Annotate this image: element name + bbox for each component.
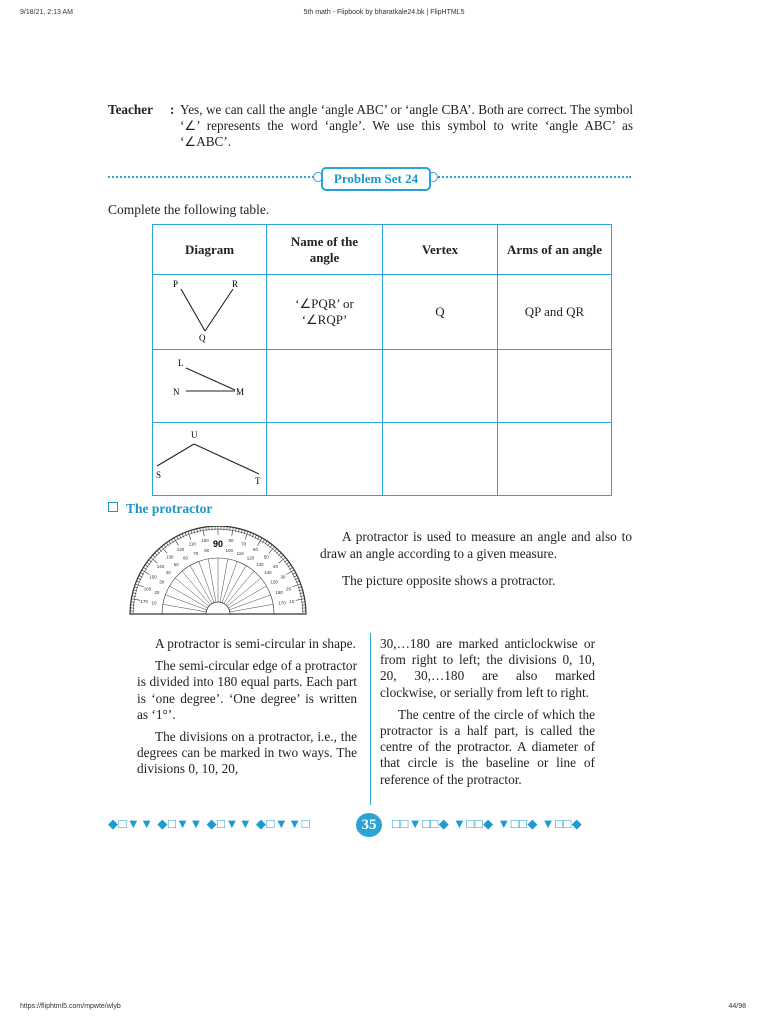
- svg-text:50: 50: [263, 554, 269, 560]
- table-row: [153, 423, 612, 496]
- point-label: T: [255, 476, 261, 486]
- column-divider: [370, 633, 371, 805]
- point-label: S: [156, 470, 162, 480]
- section-title: The protractor: [126, 501, 213, 516]
- cell-arms: QP and QR: [498, 275, 612, 350]
- angle-sut-diagram: [153, 423, 266, 491]
- page-number: 35: [356, 813, 382, 837]
- speaker-label: Teacher: [108, 102, 153, 117]
- point-label: N: [173, 387, 180, 397]
- speaker-colon: :: [170, 102, 175, 117]
- diagram-pqr: [153, 275, 267, 350]
- point-label: U: [191, 430, 198, 440]
- svg-text:70: 70: [193, 550, 199, 556]
- instruction: Complete the following table.: [108, 202, 270, 217]
- svg-text:20: 20: [285, 586, 291, 592]
- svg-text:140: 140: [264, 570, 272, 576]
- angle-lnm-diagram: [153, 350, 266, 418]
- svg-text:80: 80: [228, 538, 234, 544]
- svg-text:10: 10: [151, 600, 157, 606]
- header-name-line2: angle: [309, 249, 340, 265]
- problem-set-title: Problem Set 24: [321, 167, 431, 191]
- point-label: L: [178, 358, 184, 368]
- cell-arms-empty: [498, 350, 612, 423]
- cell-vertex-empty: [383, 423, 498, 496]
- svg-text:170: 170: [278, 600, 286, 606]
- svg-text:110: 110: [188, 541, 196, 547]
- svg-text:150: 150: [270, 579, 279, 585]
- teacher-dialogue: [108, 102, 633, 150]
- header-diagram: Diagram: [153, 225, 267, 275]
- protractor-intro: [320, 528, 632, 589]
- point-label: R: [232, 279, 239, 289]
- body-paragraph: 30,…180 are marked anticlockwise or from right to left; the divisions 0, 10, 20, 30,…180 are also marked clockwise, or serially from left to right.: [380, 636, 595, 700]
- angle-pqr-diagram: [153, 275, 266, 345]
- header-name: [267, 225, 383, 275]
- svg-text:20: 20: [154, 589, 160, 595]
- protractor-illustration: [123, 526, 313, 618]
- table-row: [153, 275, 612, 350]
- banner-rule-left: [108, 176, 318, 178]
- right-column: [380, 636, 595, 794]
- svg-text:170: 170: [140, 598, 148, 604]
- cell-vertex: Q: [383, 275, 498, 350]
- left-column: [137, 636, 357, 784]
- teacher-text: Yes, we can call the angle ‘angle ABC’ or ‘angle CBA’. Both are correct. The symbol ‘∠’ represents the word ‘angle’. We use this symbol to write ‘angle ABC’ as ‘∠ABC’.: [180, 102, 633, 149]
- angle-table: [152, 224, 612, 496]
- cell-name-line2: ‘∠RQP’: [301, 312, 348, 327]
- svg-text:60: 60: [252, 547, 259, 553]
- cell-name-line1: ‘∠PQR’ or: [295, 296, 354, 311]
- svg-text:160: 160: [275, 589, 283, 595]
- svg-text:30: 30: [280, 574, 286, 580]
- svg-text:130: 130: [166, 554, 174, 560]
- point-label: Q: [199, 333, 206, 343]
- cell-vertex-empty: [383, 350, 498, 423]
- svg-text:160: 160: [143, 586, 152, 592]
- svg-text:40: 40: [272, 563, 278, 569]
- svg-text:110: 110: [236, 550, 244, 556]
- svg-text:100: 100: [201, 538, 209, 544]
- checkbox-bullet-icon: [108, 502, 118, 512]
- intro-paragraph: A protractor is used to measure an angle and also to draw an angle according to a given measure.: [320, 529, 632, 561]
- diagram-sut: [153, 423, 267, 496]
- protractor-center-label: 90: [212, 539, 224, 549]
- svg-text:120: 120: [246, 555, 255, 561]
- footer-ornament-right: □□▼□□◆ ▼□□◆ ▼□□◆ ▼□□◆: [392, 816, 583, 831]
- svg-text:50: 50: [173, 562, 179, 568]
- svg-text:120: 120: [176, 547, 185, 553]
- header-name-line1: Name of the: [290, 233, 359, 249]
- cell-arms-empty: [498, 423, 612, 496]
- body-paragraph: The semi-circular edge of a protractor is divided into 180 equal parts. Each part is ‘one degree’. ‘One degree’ is written as ‘1°’.: [137, 658, 357, 722]
- table-row: [153, 350, 612, 423]
- svg-text:40: 40: [165, 570, 171, 576]
- svg-text:70: 70: [241, 541, 247, 547]
- body-paragraph: The centre of the circle of which the protractor is a half part, is called the centre of the protractor. A diameter of that circle is the baseline or line of reference of the protractor.: [380, 706, 595, 787]
- print-url: https://fliphtml5.com/mpwte/wlyb: [20, 1003, 121, 1010]
- header-vertex: Vertex: [383, 225, 498, 275]
- header-arms: Arms of an angle: [498, 225, 612, 275]
- table-header-row: [153, 225, 612, 275]
- svg-text:60: 60: [182, 555, 189, 561]
- point-label: P: [173, 279, 179, 289]
- svg-text:130: 130: [256, 562, 264, 568]
- svg-text:150: 150: [149, 574, 157, 580]
- svg-text:100: 100: [225, 547, 234, 553]
- point-label: M: [236, 387, 245, 397]
- cell-name-empty: [267, 423, 383, 496]
- cell-name-empty: [267, 350, 383, 423]
- print-datetime: 9/18/21, 2:13 AM: [20, 9, 73, 16]
- footer-ornament-left: ◆□▼▼ ◆□▼▼ ◆□▼▼ ◆□▼▼□: [108, 816, 310, 831]
- body-paragraph: A protractor is semi-circular in shape.: [155, 636, 356, 651]
- body-paragraph: The divisions on a protractor, i.e., the degrees can be marked in two ways. The divisions 0, 10, 20,: [137, 729, 357, 777]
- svg-text:80: 80: [204, 547, 210, 553]
- banner-rule-right: [435, 176, 631, 178]
- print-page-count: 44/98: [728, 1003, 746, 1010]
- diagram-lnm: [153, 350, 267, 423]
- svg-text:30: 30: [159, 579, 165, 585]
- section-heading: [108, 501, 212, 517]
- intro-paragraph: The picture opposite shows a protractor.: [342, 573, 556, 588]
- cell-name: [267, 275, 383, 350]
- print-title: 5th math - Flipbook by bharatkale24.bk | FlipHTML5: [303, 9, 465, 16]
- svg-text:140: 140: [156, 563, 165, 569]
- svg-text:10: 10: [289, 598, 295, 604]
